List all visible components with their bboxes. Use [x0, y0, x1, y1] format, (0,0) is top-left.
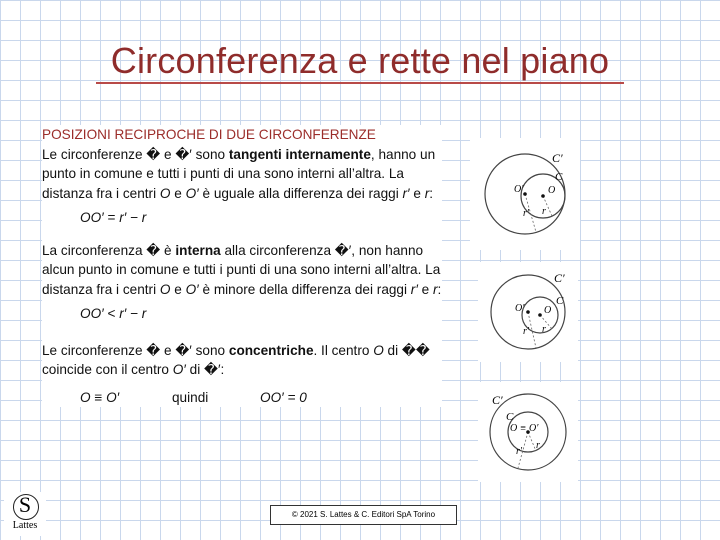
label-c-prime: C′ — [552, 151, 563, 165]
text: , non hanno alcun punto in comune e tutti i punti di una sono interni all’altra. La distanza fra i centri — [42, 242, 441, 297]
var-r: r — [424, 185, 430, 201]
copyright-footer: © 2021 S. Lattes & C. Editori SpA Torino — [270, 505, 457, 525]
center-o — [538, 313, 542, 317]
formula-lhs: OO′ — [80, 210, 104, 225]
circle-symbol: � — [146, 146, 161, 162]
figure-concentric — [478, 382, 578, 482]
label-r: r — [542, 206, 546, 217]
internal-circles-diagram — [478, 262, 578, 362]
label-c-prime: C′ — [554, 271, 565, 285]
formula-identity: O ≡ O′ — [80, 389, 120, 405]
var-o-prime: O′ — [185, 185, 199, 201]
text: è — [160, 242, 176, 258]
circle-symbol: �′ — [334, 242, 352, 258]
circle-symbol: �� — [401, 342, 430, 358]
formula-concentric — [80, 388, 442, 408]
term-bold: interna — [175, 242, 221, 258]
label-c: C — [555, 171, 563, 183]
term-bold: tangenti internamente — [228, 146, 371, 162]
label-o: O — [544, 305, 552, 316]
var-r-prime: r′ — [402, 185, 410, 201]
text: è uguale alla differenza dei raggi — [198, 185, 403, 201]
text: di — [383, 342, 402, 358]
logo-mark: S — [18, 492, 32, 517]
text: alla circonferenza — [220, 242, 335, 258]
concentric-circles-diagram — [478, 382, 578, 482]
text: e — [170, 281, 186, 297]
circle-symbol: � — [146, 242, 161, 258]
formula-operator: < — [103, 306, 120, 321]
label-o-prime: O′ — [515, 303, 525, 314]
label-r: r — [536, 440, 540, 451]
circle-symbol: �′ — [204, 362, 221, 377]
title-underline — [96, 82, 624, 84]
text: , hanno un punto in comune e tutti i punti di una sono interni all’altra. La distanza fra i centri — [42, 146, 436, 201]
text: e — [160, 146, 176, 162]
text: Le circonferenze — [42, 342, 147, 358]
formula-operator: = — [103, 210, 120, 225]
label-c: C — [506, 411, 514, 423]
center-o — [541, 194, 545, 198]
text: La circonferenza — [42, 242, 147, 258]
slide-title: Circonferenza e rette nel piano — [110, 40, 610, 81]
text: : — [429, 185, 434, 201]
text: è minore della differenza dei raggi — [198, 281, 411, 297]
label-r: r — [542, 324, 546, 335]
var-o-prime: O′ — [172, 362, 186, 377]
text: . Il centro — [313, 342, 374, 358]
formula-result: OO′ = 0 — [260, 389, 307, 405]
main-content — [42, 125, 442, 407]
text: e — [409, 185, 425, 201]
text: coincide con il centro — [42, 362, 173, 377]
formula-internal — [80, 304, 442, 324]
concentric-paragraph — [42, 341, 442, 408]
formula-rhs: r′ − r — [119, 210, 147, 225]
center-o-prime — [523, 192, 527, 196]
tangent-internal-paragraph — [42, 145, 442, 228]
figure-tangent-internal — [470, 138, 580, 250]
text: di — [185, 362, 204, 377]
var-o: O — [373, 342, 384, 358]
text: : — [437, 281, 442, 297]
label-r-prime: r′ — [523, 208, 530, 219]
label-r-prime: r′ — [516, 446, 523, 457]
text: sono — [191, 342, 229, 358]
text: e — [160, 342, 176, 358]
section-heading: POSIZIONI RECIPROCHE DI DUE CIRCONFERENZE — [42, 127, 376, 142]
term-bold: concentriche — [228, 342, 314, 358]
var-r-prime: r′ — [410, 281, 418, 297]
label-c: C — [556, 295, 564, 307]
var-o: O — [159, 281, 171, 297]
figure-internal — [478, 262, 578, 362]
text: Le circonferenze — [42, 146, 147, 162]
label-center: O ≡ O′ — [510, 423, 539, 434]
publisher-logo — [4, 492, 46, 536]
logo-name: Lattes — [12, 520, 38, 531]
text: e — [170, 185, 186, 201]
text: sono — [191, 146, 229, 162]
circle-symbol: � — [146, 342, 161, 358]
center-o-prime — [526, 310, 530, 314]
internal-paragraph — [42, 241, 442, 324]
var-r: r — [433, 281, 438, 297]
formula-connector: quindi — [172, 389, 209, 405]
var-o-prime: O′ — [185, 281, 199, 297]
circle-symbol: �′ — [175, 342, 192, 358]
label-o: O — [548, 185, 556, 196]
formula-tangent — [80, 208, 442, 228]
radius-r — [528, 432, 536, 451]
text: e — [417, 281, 433, 297]
label-o-prime: O′ — [514, 184, 524, 195]
label-r-prime: r′ — [523, 326, 530, 337]
circle-symbol: �′ — [175, 146, 192, 162]
tangent-circles-diagram — [470, 138, 580, 250]
formula-lhs: OO′ — [80, 306, 104, 321]
var-o: O — [159, 185, 171, 201]
text: : — [220, 362, 225, 377]
label-c-prime: C′ — [492, 393, 503, 407]
formula-rhs: r′ − r — [119, 306, 147, 321]
